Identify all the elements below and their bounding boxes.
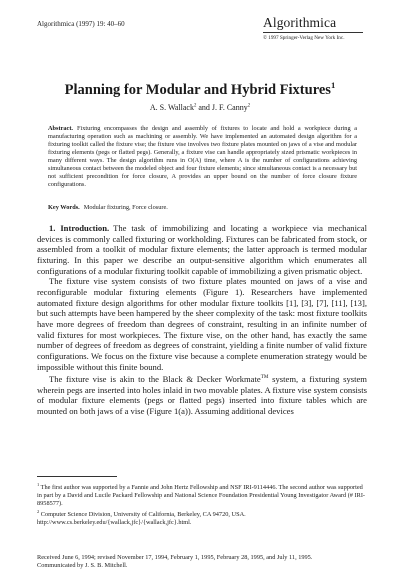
section-number: 1. bbox=[49, 223, 56, 233]
paragraph-text: The fixture vise is akin to the Black & Decker Workmate bbox=[49, 374, 261, 385]
title-text: Planning for Modular and Hybrid Fixtures bbox=[64, 81, 331, 98]
masthead-rule bbox=[263, 32, 363, 33]
paper-title bbox=[0, 80, 400, 99]
author-line bbox=[0, 103, 400, 112]
paragraph: The fixture vise system consists of two fixture plates mounted on jaws of a vise and reconfigurable modular fixturing elements (Figure 1). Researchers have implemented automated fixture design algorithms for other modular fixture toolkits [1], [3], [7], [11], [13], but such attempts have been hampered by the sheer complexity of the task: most fixture toolkits have more degrees of freedom than degrees of constraint, resulting in an infinite number of valid fixtures for most workpieces. The fixture vise, on the other hand, has exactly the same number of degrees of freedom as degrees of constraint, yielding a finite number of valid fixture configurations. We focus on the fixture vise because a complete enumeration strategy would be impossible without this finite bound. bbox=[37, 276, 367, 372]
paragraph bbox=[37, 372, 367, 416]
author-affiliation-mark: 2 bbox=[247, 103, 251, 109]
footnote-text: The first author was supported by a Fannie and John Hertz Fellowship and NSF IRI-9114446. The second author was supported in part by a David and Lucile Packard Fellowship and National Science Foundation Presidential Young Investigator Award (# IRI-8958577). bbox=[37, 484, 366, 507]
abstract bbox=[48, 125, 357, 189]
footnote bbox=[37, 508, 367, 519]
paragraph-text: system, a fixturing system wherein pegs are inserted into holes inlaid in two movable plates. A fixture vise system consists of modular fixture elements (pegs or flatted pegs) inserted into fixture tables which are mounted on both jaws of a vise (Figure 1(a)). Assuming additional devices bbox=[37, 374, 367, 417]
journal-name: Algorithmica bbox=[263, 15, 337, 30]
abstract-label: Abstract. bbox=[48, 125, 74, 132]
abstract-text: Fixturing encompasses the design and assembly of fixtures to locate and hold a workpiece during a manufacturing operation such as machining or assembly. We have implemented an automated design algorithm for a fixturing toolkit called the fixture vise; the fixture vise involves two fixture plates mounted on jaws of a vise and modular fixturing elements (pegs or flatted pegs). Generally, a fixture vise can handle appropriately sized prismatic workpieces in many different ways. The design algorithm runs in O(A) time, where A is the number of configurations achieving simultaneous contact between the modeled object and four fixture elements; since simultaneous contact is a necessary but not sufficient precondition for force closure, A provides an upper bound on the number of force closure fixture configurations. bbox=[48, 125, 357, 189]
author-joiner: and bbox=[196, 103, 212, 112]
received-dates bbox=[37, 554, 367, 570]
footnote-rule bbox=[37, 476, 117, 477]
copyright-line: © 1997 Springer-Verlag New York Inc. bbox=[263, 35, 345, 41]
paragraph-text: The task of immobilizing and locating a workpiece via mechanical devices is commonly called fixturing or workholding. Fixtures can be fabricated from stock, or assembled from a toolkit of modular fixture elements; the latter approach is termed modular fixturing. In this paper we describe an output-sensitive algorithm which enumerates all configurations of a modular fixturing toolkit capable of immobilizing a given prismatic object. bbox=[37, 223, 367, 276]
received-line: Received June 6, 1994; revised November 17, 1994, February 1, 1995, February 28, 1995, and July 11, 1995. bbox=[37, 554, 313, 561]
footnote-mark: 1 bbox=[37, 482, 40, 487]
footnote-text: Computer Science Division, University of California, Berkeley, CA 94720, USA. bbox=[40, 510, 246, 518]
footnotes bbox=[37, 481, 367, 527]
journal-masthead bbox=[263, 15, 363, 41]
communicated-line: Communicated by J. S. B. Mitchell. bbox=[37, 561, 128, 569]
trademark-mark: TM bbox=[260, 374, 269, 381]
author-name: J. F. Canny bbox=[211, 103, 248, 112]
title-footnote-mark: 1 bbox=[330, 80, 336, 90]
footnote-url[interactable]: http://www.cs.berkeley.edu/{wallack,jfc}/{wallack,jfc}.html. bbox=[37, 518, 192, 526]
keywords-text: Modular fixturing, Force closure. bbox=[83, 204, 168, 211]
body-text bbox=[37, 223, 367, 417]
paragraph bbox=[37, 223, 367, 276]
footnote-mark: 2 bbox=[37, 508, 40, 514]
section-heading: Introduction. bbox=[60, 223, 110, 233]
author-affiliation-mark: 2 bbox=[193, 103, 197, 109]
keywords bbox=[48, 204, 357, 211]
journal-reference: Algorithmica (1997) 19: 40–60 bbox=[37, 20, 125, 28]
keywords-label: Key Words. bbox=[48, 204, 80, 211]
author-name: A. S. Wallack bbox=[149, 103, 194, 112]
footnote bbox=[37, 481, 367, 508]
